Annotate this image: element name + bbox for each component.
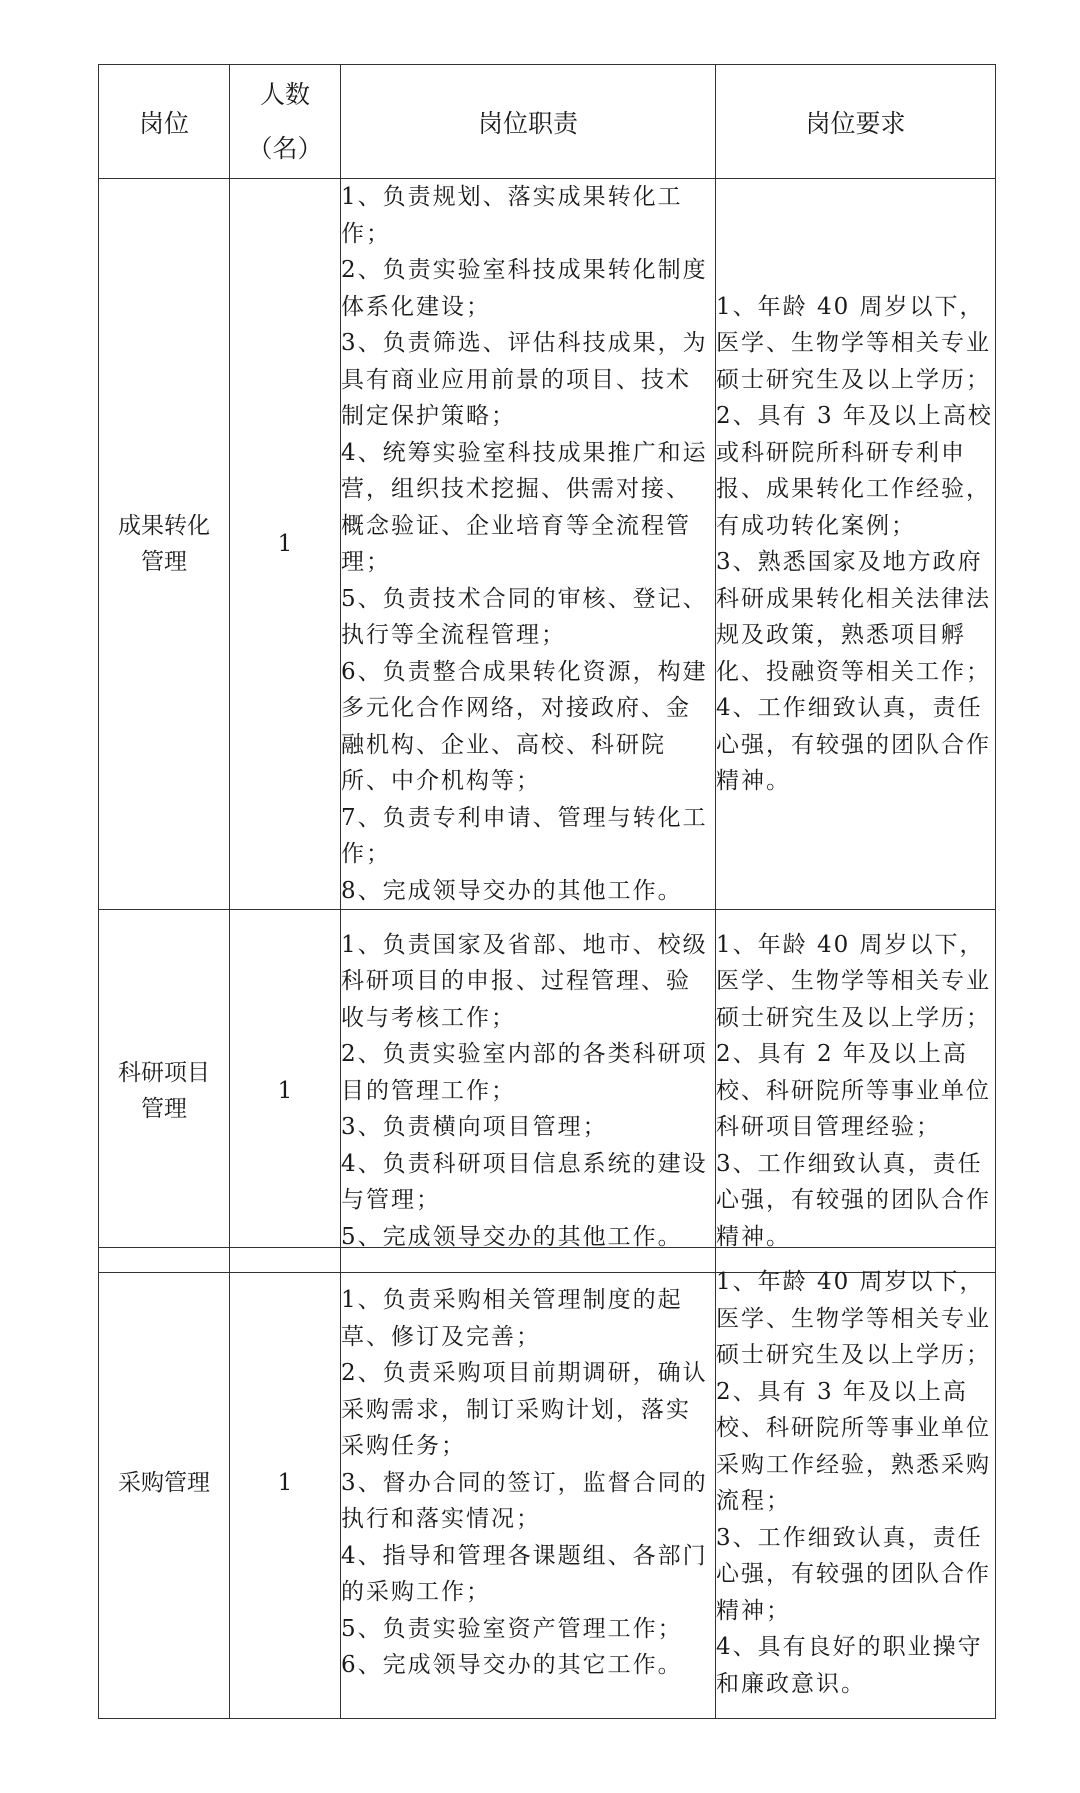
duty-item: 4、指导和管理各课题组、各部门的采购工作； — [341, 1542, 708, 1606]
requirement-item: 2、具有 3 年及以上高校或科研院所科研专利申报、成果转化工作经验，有成功转化案例； — [716, 403, 993, 539]
requirement-item: 3、熟悉国家及地方政府科研成果转化相关法律法规及政策，熟悉项目孵化、投融资等相关工作； — [716, 549, 991, 685]
requirements-cell — [716, 1248, 996, 1719]
duty-item: 4、负责科研项目信息系统的建设与管理； — [341, 1150, 708, 1214]
requirements-cell — [716, 910, 996, 1273]
duty-item: 1、负责国家及省部、地市、校级科研项目的申报、过程管理、验收与考核工作； — [341, 931, 708, 1031]
count-cell: 1 — [230, 1248, 341, 1719]
position-label: 管理 — [141, 1096, 187, 1122]
duty-item: 7、负责专利申请、管理与转化工作； — [341, 804, 708, 867]
duty-item: 3、负责横向项目管理； — [341, 1114, 608, 1141]
table-row — [99, 1248, 996, 1719]
header-duties: 岗位职责 — [341, 65, 716, 179]
requirements-cell — [716, 179, 996, 910]
duty-item: 3、督办合同的签订，监督合同的执行和落实情况； — [341, 1469, 708, 1533]
table-header-row — [99, 65, 996, 179]
duty-item: 4、统筹实验室科技成果推广和运营，组织技术挖掘、供需对接、概念验证、企业培育等全流程管理； — [341, 439, 708, 575]
header-count-line1: 人数 — [259, 79, 310, 109]
duty-item: 6、负责整合成果转化资源，构建多元化合作网络，对接政府、金融机构、企业、高校、科研院所、中介机构等； — [341, 658, 708, 794]
requirement-item: 1、年龄 40 周岁以下，医学、生物学等相关专业硕士研究生及以上学历； — [716, 293, 991, 393]
count-cell: 1 — [230, 910, 341, 1273]
duty-item: 1、负责采购相关管理制度的起草、修订及完善； — [341, 1287, 683, 1350]
table-row — [99, 910, 996, 1273]
duties-cell — [341, 179, 716, 910]
position-cell — [99, 1248, 230, 1719]
position-label: 采购管理 — [118, 1470, 210, 1496]
position-cell — [99, 910, 230, 1273]
duty-item: 5、完成领导交办的其他工作。 — [341, 1223, 683, 1250]
duty-item: 2、负责采购项目前期调研，确认采购需求，制订采购计划，落实采购任务； — [341, 1360, 708, 1460]
position-label: 科研项目 — [118, 1060, 210, 1086]
duty-item: 2、负责实验室科技成果转化制度体系化建设； — [341, 257, 708, 320]
position-cell — [99, 179, 230, 910]
duty-item: 3、负责筛选、评估科技成果，为具有商业应用前景的项目、技术制定保护策略； — [341, 330, 708, 429]
position-label: 管理 — [141, 549, 187, 575]
header-position: 岗位 — [99, 65, 230, 179]
job-table-part-1 — [98, 64, 996, 1273]
requirement-item: 4、工作细致认真，责任心强，有较强的团队合作精神。 — [716, 695, 991, 794]
header-count-line2: （名） — [247, 133, 323, 163]
duty-item: 5、负责技术合同的审核、登记、执行等全流程管理； — [341, 585, 708, 648]
duties-cell — [341, 1248, 716, 1719]
duty-item: 5、负责实验室资产管理工作； — [341, 1615, 683, 1642]
requirement-item: 3、工作细致认真，责任心强，有较强的团队合作精神。 — [716, 1150, 991, 1250]
duty-item: 8、完成领导交办的其他工作。 — [341, 877, 683, 904]
duties-cell — [341, 910, 716, 1273]
requirement-item: 2、具有 2 年及以上高校、科研院所等事业单位科研项目管理经验； — [716, 1041, 991, 1141]
header-count — [230, 65, 341, 179]
header-requirements: 岗位要求 — [716, 65, 996, 179]
requirement-item: 1、年龄 40 周岁以下，医学、生物学等相关专业硕士研究生及以上学历； — [716, 1269, 991, 1368]
duty-item: 6、完成领导交办的其它工作。 — [341, 1652, 683, 1679]
table-row — [99, 179, 996, 910]
requirement-item: 3、工作细致认真，责任心强，有较强的团队合作精神； — [716, 1524, 991, 1624]
requirement-item: 4、具有良好的职业操守和廉政意识。 — [716, 1634, 983, 1697]
duty-item: 2、负责实验室内部的各类科研项目的管理工作； — [341, 1041, 708, 1104]
count-cell: 1 — [230, 179, 341, 910]
job-table-part-2 — [98, 1247, 996, 1719]
position-label: 成果转化 — [118, 513, 210, 539]
duty-item: 1、负责规划、落实成果转化工作； — [341, 184, 683, 247]
requirement-item: 2、具有 3 年及以上高校、科研院所等事业单位采购工作经验，熟悉采购流程； — [716, 1378, 991, 1514]
requirement-item: 1、年龄 40 周岁以下，医学、生物学等相关专业硕士研究生及以上学历； — [716, 931, 991, 1031]
